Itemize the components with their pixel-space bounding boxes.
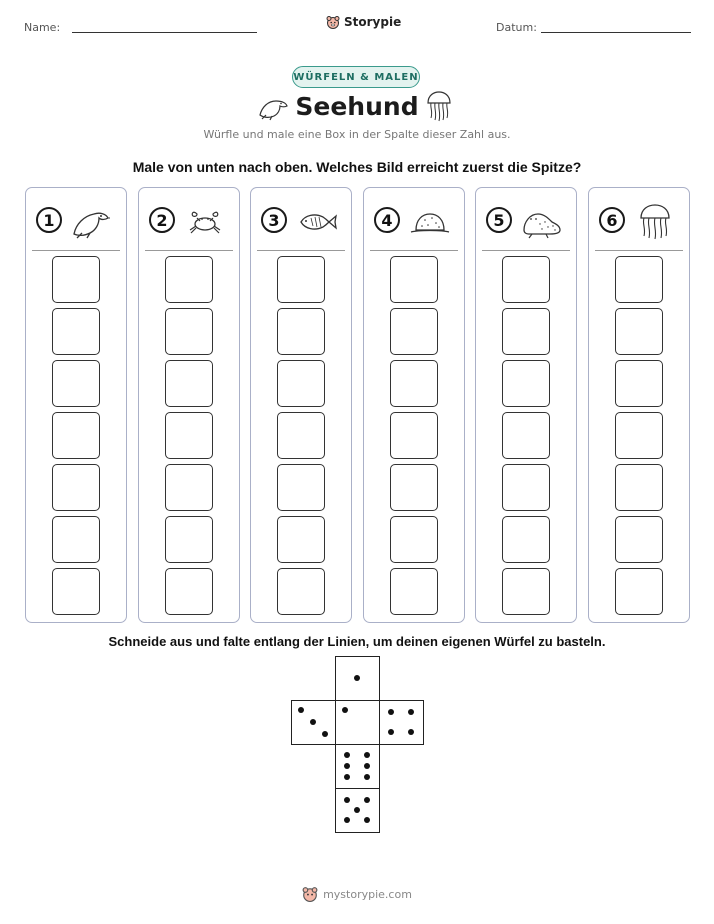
color-box[interactable] — [502, 568, 550, 615]
column-6 — [588, 187, 690, 623]
pip — [388, 729, 394, 735]
column-divider — [595, 250, 683, 251]
color-box[interactable] — [165, 412, 213, 459]
color-box[interactable] — [615, 308, 663, 355]
date-label: Datum: — [496, 21, 537, 34]
color-box[interactable] — [390, 464, 438, 511]
pip — [342, 707, 348, 713]
fish-icon — [295, 202, 339, 240]
column-header — [589, 188, 689, 250]
sea-lion-icon — [70, 202, 114, 240]
dice-face-1 — [335, 656, 380, 701]
color-box[interactable] — [52, 360, 100, 407]
number-circle: 3 — [261, 207, 287, 233]
pip — [364, 774, 370, 780]
color-box[interactable] — [165, 568, 213, 615]
page-title: Seehund — [295, 92, 419, 121]
storypie-logo — [326, 15, 401, 29]
pip — [322, 731, 328, 737]
crab-icon — [183, 202, 227, 240]
color-box[interactable] — [615, 360, 663, 407]
cut-instruction: Schneide aus und falte entlang der Linien, um deinen eigenen Würfel zu basteln. — [108, 634, 606, 649]
color-box[interactable] — [502, 464, 550, 511]
pip — [364, 817, 370, 823]
color-box[interactable] — [52, 568, 100, 615]
dice-face-6 — [335, 744, 380, 789]
color-box[interactable] — [390, 256, 438, 303]
footer-url[interactable]: mystorypie.com — [323, 887, 412, 901]
color-box[interactable] — [502, 360, 550, 407]
number-circle: 6 — [599, 207, 625, 233]
color-box[interactable] — [277, 360, 325, 407]
sea-lion-title-icon — [256, 93, 292, 121]
column-header — [251, 188, 351, 250]
storypie-mascot-icon — [302, 886, 318, 902]
color-box[interactable] — [390, 412, 438, 459]
color-box[interactable] — [52, 256, 100, 303]
dice-face-3 — [291, 700, 336, 745]
pip — [344, 817, 350, 823]
pip — [344, 774, 350, 780]
pip — [364, 763, 370, 769]
column-3 — [250, 187, 352, 623]
column-divider — [482, 250, 570, 251]
color-box[interactable] — [615, 256, 663, 303]
dice-face-4 — [379, 700, 424, 745]
color-box[interactable] — [277, 308, 325, 355]
color-box[interactable] — [277, 464, 325, 511]
pip — [408, 729, 414, 735]
number-circle: 5 — [486, 207, 512, 233]
color-box[interactable] — [277, 516, 325, 563]
column-5 — [475, 187, 577, 623]
column-divider — [257, 250, 345, 251]
color-box[interactable] — [615, 412, 663, 459]
jellyfish-title-icon — [424, 90, 454, 122]
pip — [364, 752, 370, 758]
pip — [344, 752, 350, 758]
color-box[interactable] — [390, 568, 438, 615]
storypie-mascot-icon — [326, 15, 340, 29]
number-circle: 2 — [149, 207, 175, 233]
column-4 — [363, 187, 465, 623]
column-header — [476, 188, 576, 250]
name-line[interactable] — [72, 32, 257, 33]
color-box[interactable] — [615, 568, 663, 615]
color-box[interactable] — [165, 308, 213, 355]
footer — [0, 886, 714, 902]
color-box[interactable] — [502, 412, 550, 459]
pip — [298, 707, 304, 713]
logo-text: Storypie — [344, 15, 402, 29]
color-box[interactable] — [277, 568, 325, 615]
pip — [310, 719, 316, 725]
pip — [354, 807, 360, 813]
pip — [388, 709, 394, 715]
color-box[interactable] — [277, 256, 325, 303]
color-box[interactable] — [615, 464, 663, 511]
color-box[interactable] — [52, 516, 100, 563]
dice-face-1 — [335, 700, 380, 745]
pip — [354, 675, 360, 681]
column-divider — [370, 250, 458, 251]
column-header — [139, 188, 239, 250]
column-2 — [138, 187, 240, 623]
number-circle: 4 — [374, 207, 400, 233]
color-box[interactable] — [502, 256, 550, 303]
activity-badge: WÜRFELN & MALEN — [292, 66, 420, 88]
color-box[interactable] — [390, 360, 438, 407]
color-box[interactable] — [52, 464, 100, 511]
color-box[interactable] — [502, 308, 550, 355]
pip — [408, 709, 414, 715]
color-box[interactable] — [52, 412, 100, 459]
rock-icon — [408, 202, 452, 240]
color-box[interactable] — [165, 256, 213, 303]
jellyfish-icon — [633, 202, 677, 240]
color-box[interactable] — [165, 464, 213, 511]
color-box[interactable] — [277, 412, 325, 459]
harbor-seal-icon — [520, 202, 564, 240]
dice-face-5 — [335, 788, 380, 833]
color-box[interactable] — [165, 360, 213, 407]
color-box[interactable] — [390, 516, 438, 563]
column-header — [26, 188, 126, 250]
color-box[interactable] — [165, 516, 213, 563]
date-line[interactable] — [541, 32, 691, 33]
pip — [344, 797, 350, 803]
color-box[interactable] — [615, 516, 663, 563]
color-box[interactable] — [52, 308, 100, 355]
column-divider — [145, 250, 233, 251]
color-box[interactable] — [502, 516, 550, 563]
column-divider — [32, 250, 120, 251]
instruction: Male von unten nach oben. Welches Bild erreicht zuerst die Spitze? — [132, 159, 582, 175]
pip — [344, 763, 350, 769]
color-box[interactable] — [390, 308, 438, 355]
column-header — [364, 188, 464, 250]
pip — [364, 797, 370, 803]
subtitle: Würfle und male eine Box in der Spalte dieser Zahl aus. — [203, 128, 511, 141]
column-1 — [25, 187, 127, 623]
name-label: Name: — [24, 21, 61, 34]
number-circle: 1 — [36, 207, 62, 233]
